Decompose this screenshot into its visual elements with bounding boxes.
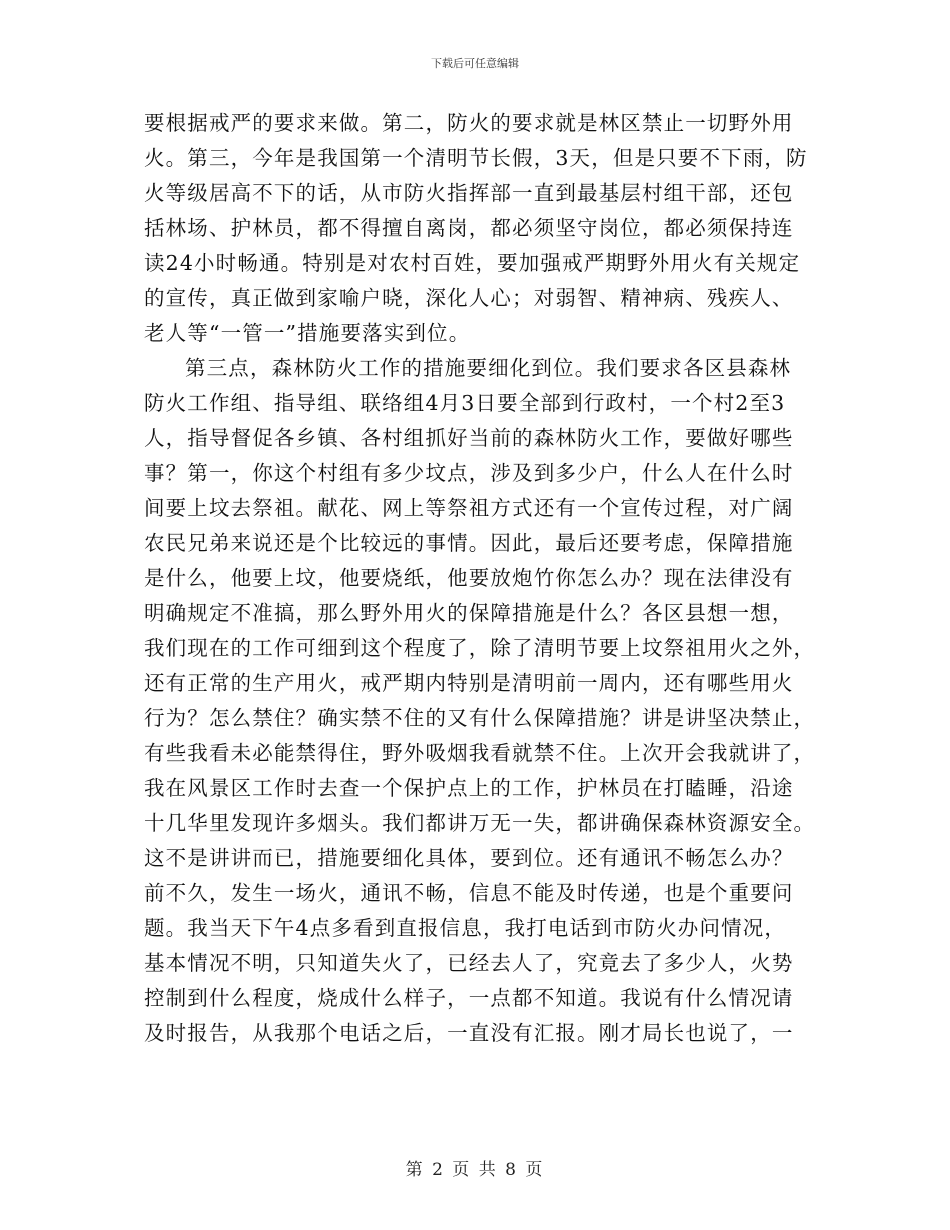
text-line: 有些我看未必能禁得住，野外吸烟我看就禁不住。上次开会我就讲了， (144, 741, 816, 765)
text-line: 控制到什么程度，烧成什么样子，一点都不知道。我说有什么情况请 (144, 986, 794, 1010)
text-line: 防火工作组、指导组、联络组4月3日要全部到行政村，一个村2至3 (144, 391, 786, 415)
text-line: 火。第三，今年是我国第一个清明节长假，3天，但是只要不下雨，防 (144, 146, 808, 170)
document-body (144, 106, 816, 1051)
text-line: 我们现在的工作可细到这个程度了，除了清明节要上坟祭祖用火之外， (144, 636, 816, 660)
text-line: 这不是讲讲而已，措施要细化具体，要到位。还有通讯不畅怎么办？ (144, 846, 794, 870)
text-line: 间要上坟去祭祖。献花、网上等祭祖方式还有一个宣传过程，对广阔 (144, 496, 794, 520)
text-line: 括林场、护林员，都不得擅自离岗，都必须坚守岗位，都必须保持连 (144, 216, 794, 240)
text-line: 老人等“一管一”措施要落实到位。 (144, 321, 471, 345)
text-line: 基本情况不明，只知道失火了，已经去人了，究竟去了多少人，火势 (144, 951, 794, 975)
page-header-note: 下载后可任意编辑 (431, 57, 519, 70)
text-line: 事？第一，你这个村组有多少坟点，涉及到多少户，什么人在什么时 (144, 461, 794, 485)
text-line: 题。我当天下午4点多看到直报信息，我打电话到市防火办问情况， (144, 916, 787, 940)
text-line: 还有正常的生产用火，戒严期内特别是清明前一周内，还有哪些用火 (144, 671, 794, 695)
text-line: 前不久，发生一场火，通讯不畅，信息不能及时传递，也是个重要问 (144, 881, 794, 905)
text-line: 我在风景区工作时去查一个保护点上的工作，护林员在打瞌睡，沿途 (144, 776, 794, 800)
text-line: 十几华里发现许多烟头。我们都讲万无一失，都讲确保森林资源安全。 (144, 811, 816, 835)
text-line: 农民兄弟来说还是个比较远的事情。因此，最后还要考虑，保障措施 (144, 531, 794, 555)
page-number-footer: 第 2 页 共 8 页 (405, 1160, 545, 1180)
text-line: 及时报告，从我那个电话之后，一直没有汇报。刚才局长也说了，一 (144, 1021, 794, 1045)
text-line: 人，指导督促各乡镇、各村组抓好当前的森林防火工作，要做好哪些 (144, 426, 794, 450)
text-line: 是什么，他要上坟，他要烧纸，他要放炮竹你怎么办？现在法律没有 (144, 566, 794, 590)
text-line: 的宣传，真正做到家喻户晓，深化人心；对弱智、精神病、残疾人、 (144, 286, 794, 310)
text-line: 行为？怎么禁住？确实禁不住的又有什么保障措施？讲是讲坚决禁止， (144, 706, 816, 730)
text-line: 火等级居高不下的话，从市防火指挥部一直到最基层村组干部，还包 (144, 181, 794, 205)
text-line: 读24小时畅通。特别是对农村百姓，要加强戒严期野外用火有关规定 (144, 251, 801, 275)
text-line: 要根据戒严的要求来做。第二，防火的要求就是林区禁止一切野外用 (144, 111, 794, 135)
text-line: 明确规定不准搞，那么野外用火的保障措施是什么？各区县想一想， (144, 601, 794, 625)
paragraph-first-line: 第三点，森林防火工作的措施要细化到位。我们要求各区县森林 (185, 356, 792, 380)
